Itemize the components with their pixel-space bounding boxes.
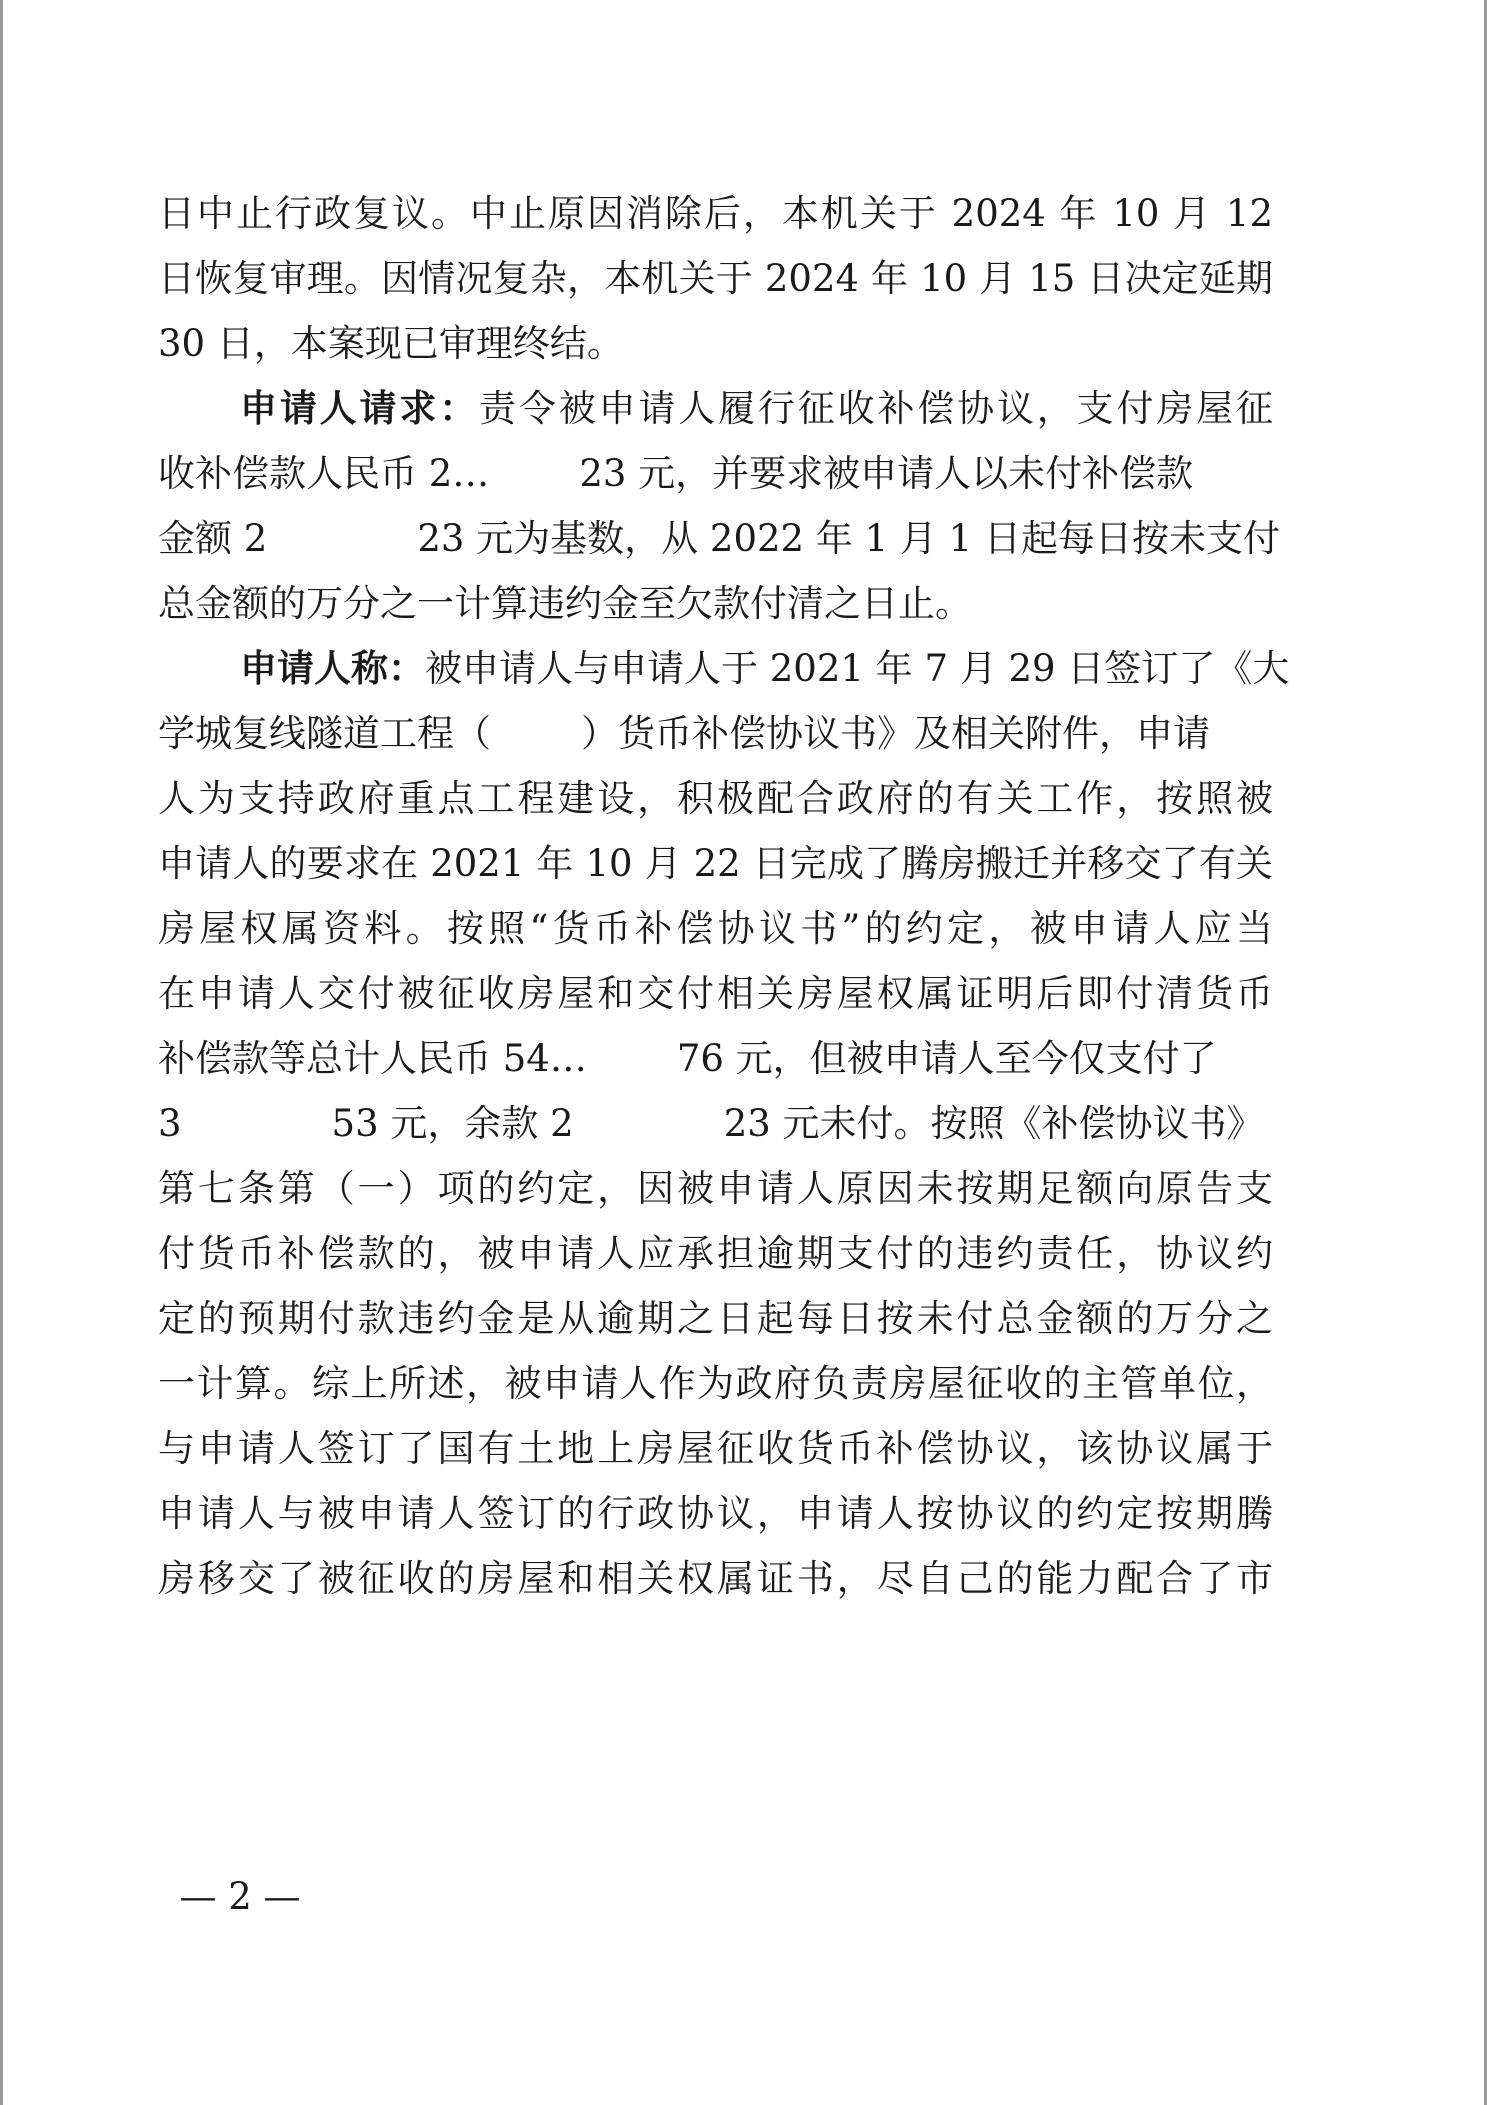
claim-text: 3 [158,1102,182,1145]
claim-line: 房屋权属资料。按照“货币补偿协议书”的约定，被申请人应当 [158,907,1273,950]
claim-line: 申请人与被申请人签订的行政协议，申请人按协议的约定按期腾 [158,1492,1273,1535]
claim-text: 学城复线隧道工程（ [158,712,491,755]
claim-first-line [240,643,1290,695]
claim-line [158,1098,1273,1150]
claim-text: 被申请人与申请人于 2021 年 7 月 29 日签订了《大 [425,647,1290,690]
scan-edge-left [0,0,3,2105]
claim-line: 付货币补偿款的，被申请人应承担逾期支付的违约责任，协议约 [158,1232,1273,1275]
claim-line: 第七条第（一）项的约定，因被申请人原因未按期足额向原告支 [158,1167,1273,1210]
request-text: 23 元为基数，从 2022 年 1 月 1 日起每日按未支付 [417,517,1280,560]
claim-text: 补偿款等总计人民币 54… [158,1037,587,1080]
request-text: 收补偿款人民币 2… [158,452,490,495]
body-line: 日中止行政复议。中止原因消除后，本机关于 2024 年 10 月 12 [158,192,1273,235]
claim-line: 房移交了被征收的房屋和相关权属证书，尽自己的能力配合了市 [158,1557,1273,1600]
claim-text: 23 元未付。按照《补偿协议书》 [723,1102,1264,1145]
claim-text: ）货币补偿协议书》及相关附件，申请 [581,712,1210,755]
body-line: 30 日，本案现已审理终结。 [158,322,624,365]
claim-line: 定的预期付款违约金是从逾期之日起每日按未付总金额的万分之 [158,1297,1273,1340]
body-line: 日恢复审理。因情况复杂，本机关于 2024 年 10 月 15 日决定延期 [158,257,1273,300]
claim-line [158,708,1273,760]
request-text: 责令被申请人履行征收补偿协议，支付房屋征 [479,387,1274,430]
claim-line: 与申请人签订了国有土地上房屋征收货币补偿协议，该协议属于 [158,1427,1273,1470]
page-number: — 2 — [179,1875,301,1918]
claim-text: 53 元，余款 2 [331,1102,574,1145]
request-line [158,448,1273,500]
claim-line: 一计算。综上所述，被申请人作为政府负责房屋征收的主管单位， [158,1362,1273,1405]
claim-line [158,1033,1273,1085]
request-line: 总金额的万分之一计算违约金至欠款付清之日止。 [158,582,972,625]
request-text: 23 元，并要求被申请人以未付补偿款 [579,452,1194,495]
claim-heading: 申请人称： [240,647,425,690]
claim-line: 人为支持政府重点工程建设，积极配合政府的有关工作，按照被 [158,777,1273,820]
request-first-line [240,383,1273,435]
claim-text: 76 元，但被申请人至今仅支付了 [676,1037,1217,1080]
request-heading: 申请人请求： [240,387,480,430]
claim-line: 在申请人交付被征收房屋和交付相关房屋权属证明后即付清货币 [158,972,1273,1015]
request-line [158,513,1280,565]
request-text: 金额 2 [158,517,268,560]
claim-line: 申请人的要求在 2021 年 10 月 22 日完成了腾房搬迁并移交了有关 [158,842,1273,885]
